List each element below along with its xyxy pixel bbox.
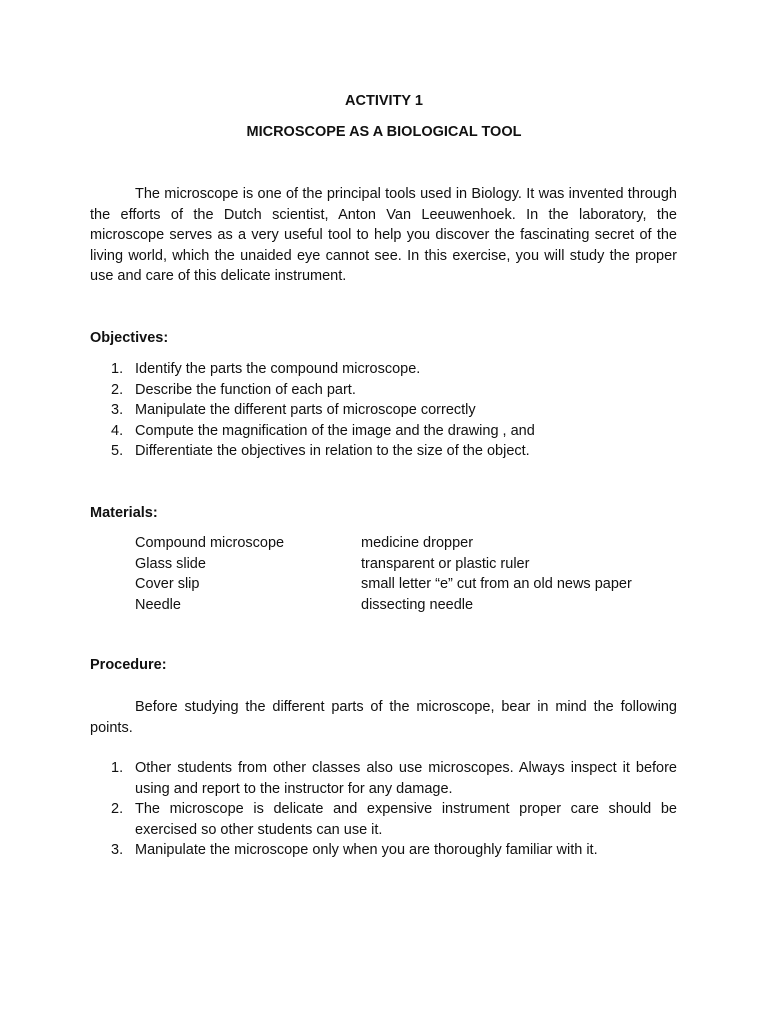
materials-heading: Materials: [90, 505, 158, 521]
list-item-text: Manipulate the microscope only when you are thoroughly familiar with it. [135, 842, 598, 859]
objectives-list [90, 359, 677, 462]
list-item [90, 758, 677, 799]
material-item: small letter “e” cut from an old news paper [361, 576, 632, 593]
material-item: transparent or plastic ruler [361, 555, 530, 572]
list-item [90, 799, 677, 840]
procedure-heading: Procedure: [90, 657, 167, 673]
list-number: 4. [111, 422, 124, 439]
material-item: Compound microscope [135, 535, 285, 551]
list-item [90, 840, 677, 861]
procedure-intro-paragraph: Before studying the different parts of the microscope, bear in mind the following points. [90, 699, 677, 736]
material-item: Cover slip [135, 576, 200, 593]
material-item: medicine dropper [361, 535, 474, 551]
procedure-list [90, 758, 677, 861]
list-number: 5. [111, 443, 124, 460]
list-item [90, 380, 677, 401]
list-item-text: Other students from other classes also use microscopes. Always inspect it before using and report to the instructor for any damage. [135, 760, 677, 797]
objectives-heading: Objectives: [90, 330, 169, 346]
activity-subtitle: MICROSCOPE AS A BIOLOGICAL TOOL [246, 124, 522, 140]
materials-row [135, 533, 677, 554]
list-number: 1. [111, 760, 124, 776]
list-item-text: Manipulate the different parts of microscope correctly [135, 402, 476, 419]
list-item-text: Describe the function of each part. [135, 381, 356, 398]
materials-row [135, 595, 677, 616]
list-number: 2. [111, 801, 124, 818]
list-item-text: The microscope is delicate and expensive instrument proper care should be exercised so other students can use it. [135, 801, 677, 838]
material-item: dissecting needle [361, 596, 474, 613]
list-item-text: Differentiate the objectives in relation to the size of the object. [135, 443, 530, 460]
list-item [90, 421, 677, 442]
materials-table [135, 533, 677, 615]
list-item [90, 400, 677, 421]
activity-title: ACTIVITY 1 [345, 93, 423, 109]
list-item-text: Identify the parts the compound microscope. [135, 361, 421, 377]
list-number: 1. [111, 361, 124, 377]
materials-row [135, 554, 677, 575]
material-item: Needle [135, 596, 181, 613]
list-item [90, 441, 677, 462]
list-number: 3. [111, 402, 124, 419]
list-item-text: Compute the magnification of the image and the drawing , and [135, 422, 535, 439]
list-item [90, 359, 677, 380]
intro-paragraph: The microscope is one of the principal tools used in Biology. It was invented through the efforts of the Dutch scientist, Anton Van Leeuwenhoek. In the laboratory, the microscope serves as a very useful tool to help you discover the fascinating secret of the living world, which the unaided eye cannot see. In this exercise, you will study the proper use and care of this delicate instrument. [90, 186, 677, 285]
list-number: 3. [111, 842, 124, 859]
material-item: Glass slide [135, 555, 206, 572]
materials-row [135, 574, 677, 595]
list-number: 2. [111, 381, 124, 398]
